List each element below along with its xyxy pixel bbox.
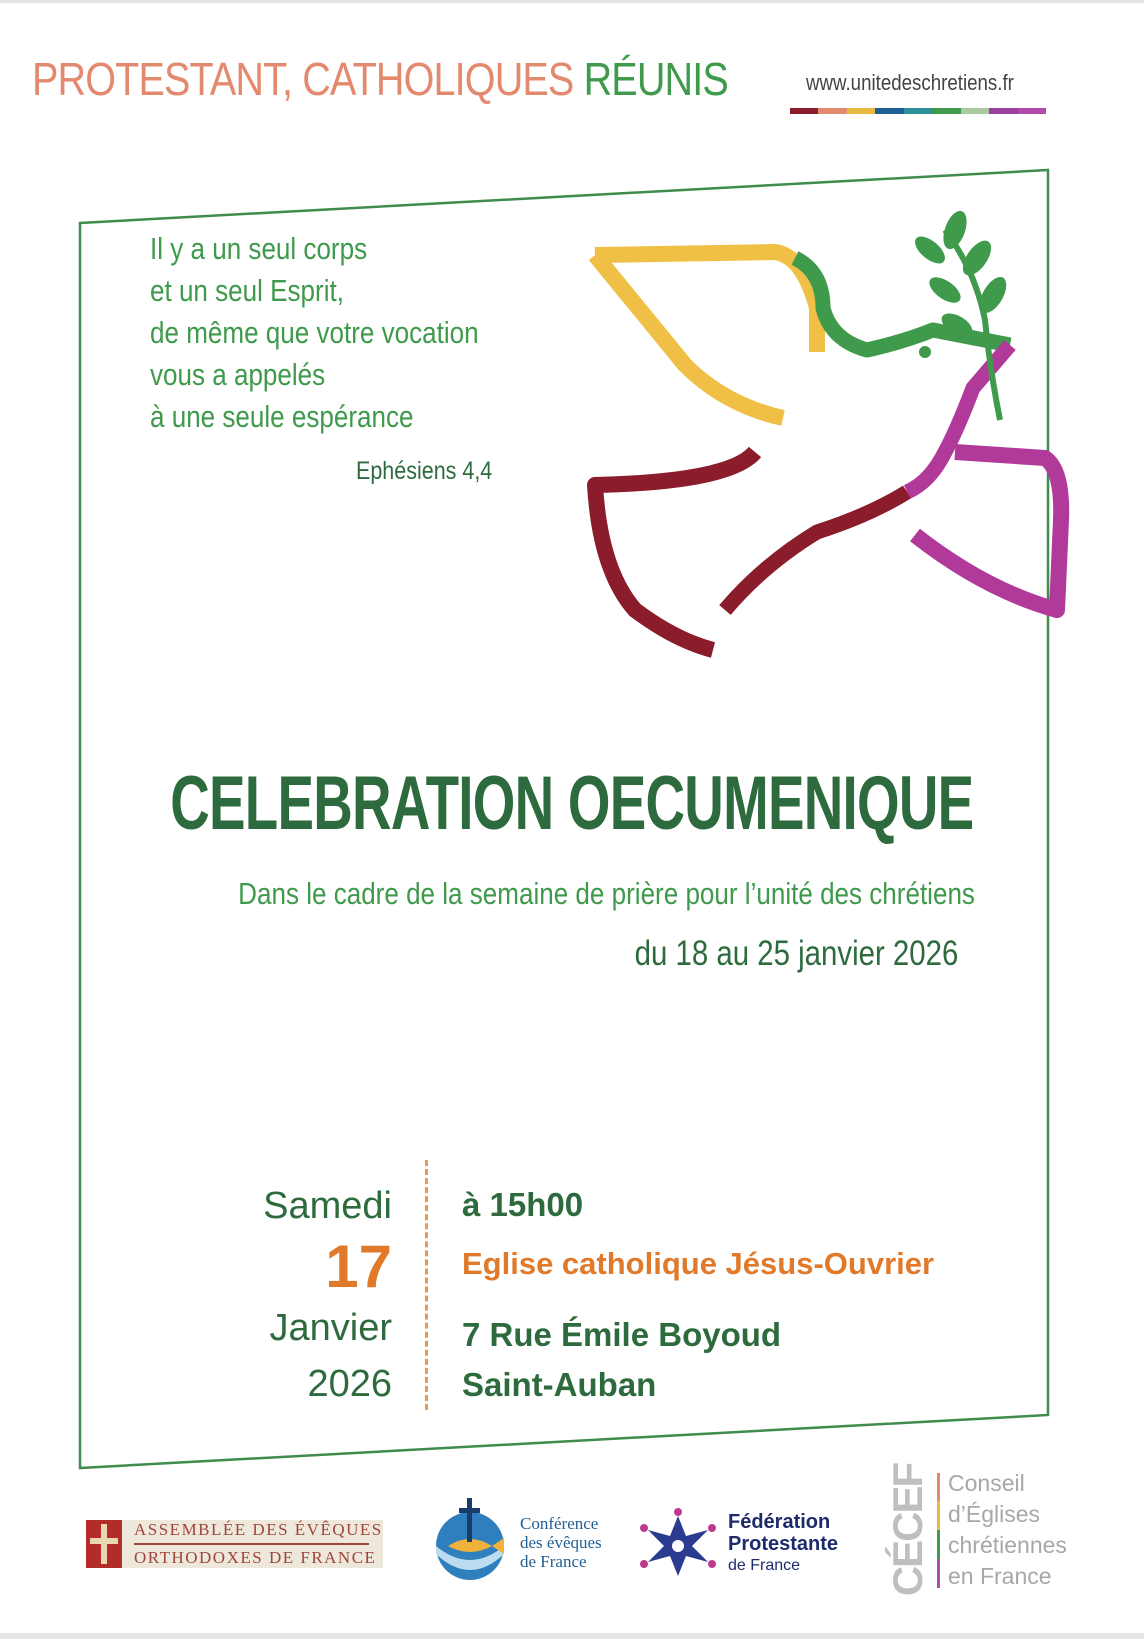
cecef-logo — [884, 1463, 1067, 1597]
header-title-part2: RÉUNIS — [583, 53, 728, 105]
event-context-text: Dans le cadre de la semaine de prière pour l’unité des chrétiens — [238, 876, 976, 911]
event-venue: Eglise catholique Jésus-Ouvrier — [462, 1246, 935, 1281]
event-details — [462, 1186, 934, 1410]
cef-line3: de France — [520, 1551, 587, 1571]
verse-line: vous a appelés — [150, 357, 326, 392]
event-address-line2: Saint-Auban — [462, 1366, 657, 1403]
aeof-logo — [86, 1520, 383, 1568]
verse-line: de même que votre vocation — [150, 315, 479, 350]
fpf-line1: Fédération — [728, 1511, 831, 1533]
cecef-mark: CÉCEF — [884, 1463, 931, 1597]
event-address-line1: 7 Rue Émile Boyoud — [462, 1316, 782, 1353]
header-title-part1: PROTESTANT, CATHOLIQUES — [32, 53, 574, 105]
event-period: du 18 au 25 janvier 2026 — [634, 934, 958, 973]
cef-emblem-icon — [426, 1496, 514, 1588]
cecef-line2: d’Églises — [948, 1501, 1041, 1527]
verse-line: et un seul Esprit, — [150, 273, 344, 308]
aeof-line2: ORTHODOXES DE FRANCE — [134, 1548, 377, 1567]
bible-verse — [150, 228, 479, 438]
event-context — [0, 876, 1144, 912]
event-date — [0, 1178, 392, 1412]
verse-line: Il y a un seul corps — [150, 231, 368, 266]
event-heading — [0, 760, 1144, 847]
website-link[interactable]: www.unitedeschretiens.fr — [806, 70, 1014, 95]
verse-reference: Ephésiens 4,4 — [356, 457, 493, 485]
huguenot-cross-icon — [636, 1506, 720, 1582]
event-weekday: Samedi — [263, 1185, 392, 1227]
cecef-line4: en France — [948, 1563, 1052, 1589]
aeof-line1: ASSEMBLÉE DES ÉVÊQUES — [134, 1520, 383, 1539]
event-address — [462, 1310, 934, 1410]
verse-line: à une seule espérance — [150, 399, 414, 434]
fpf-logo — [636, 1506, 838, 1582]
cef-line1: Conférence — [520, 1513, 599, 1533]
fpf-line2: Protestante — [728, 1533, 839, 1555]
fpf-line3: de France — [728, 1557, 801, 1574]
cef-line2: des évêques — [520, 1532, 602, 1552]
event-year: 2026 — [307, 1363, 392, 1405]
cef-logo — [426, 1496, 602, 1588]
event-day: 17 — [325, 1233, 392, 1300]
cecef-line3: chrétiennes — [948, 1532, 1067, 1558]
event-month: Janvier — [269, 1307, 392, 1349]
dashed-divider — [425, 1160, 428, 1410]
aeof-cross-icon — [86, 1520, 122, 1568]
cecef-line1: Conseil — [948, 1470, 1025, 1496]
event-time: à 15h00 — [462, 1186, 584, 1223]
dove-icon — [585, 190, 1075, 670]
event-heading-text: CELEBRATION OECUMENIQUE — [170, 761, 974, 846]
